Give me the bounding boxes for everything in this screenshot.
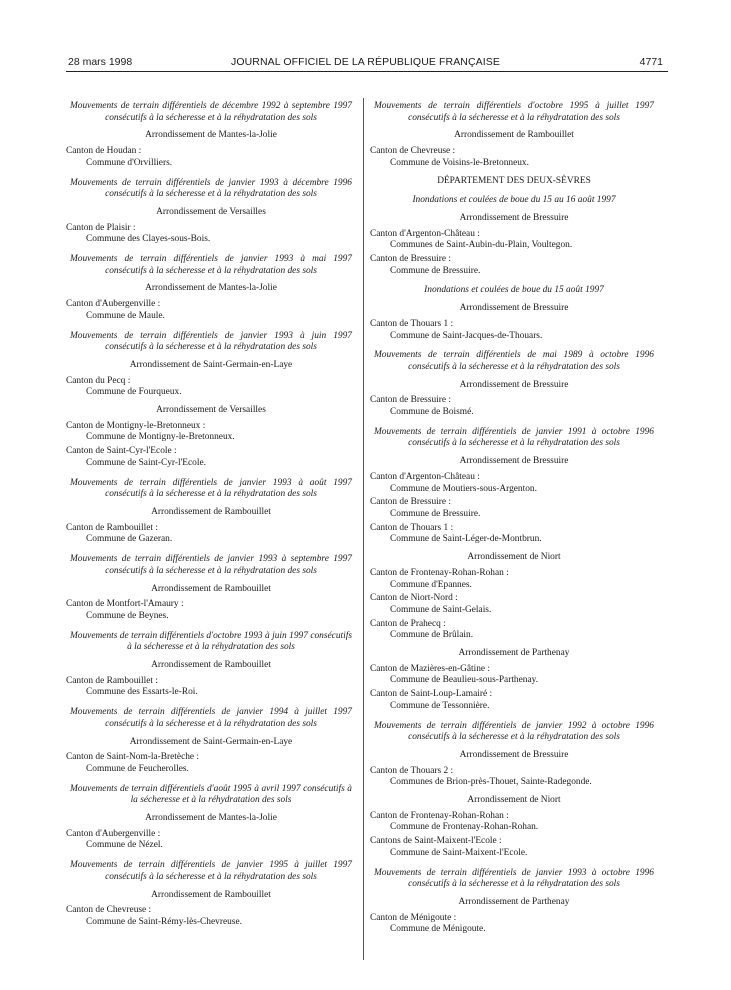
canton-line: Canton d'Argenton-Château :	[370, 471, 480, 482]
arrondissement-heading: Arrondissement de Rambouillet	[151, 506, 271, 517]
canton-line: Canton d'Argenton-Château :	[370, 228, 480, 239]
canton-line: Canton de Frontenay-Rohan-Rohan :	[370, 810, 509, 821]
commune-line: Commune de Gazeran.	[86, 534, 173, 545]
canton-line: Canton de Houdan :	[66, 146, 142, 157]
commune-line: Commune de Montigny-le-Bretonneux.	[86, 432, 235, 443]
section-heading: Mouvements de terrain différentiels de janvier 1993 à juin 1997 consécutifs à la sécheresse et à la réhydratation des sols	[70, 330, 352, 353]
canton-line: Canton de Bressuire :	[370, 497, 451, 508]
commune-line: Commune de Saint-Cyr-l'Ecole.	[86, 457, 206, 468]
commune-line: Commune de Saint-Léger-de-Montbrun.	[390, 534, 542, 545]
section-heading: Mouvements de terrain différentiels de janvier 1991 à octobre 1996 consécutifs à la sécheresse et à la réhydratation des sols	[374, 426, 654, 449]
canton-line: Canton de Prahecq :	[370, 618, 446, 629]
section-heading: Mouvements de terrain différentiels de mai 1989 à octobre 1996 consécutifs à la sécheresse et à la réhydratation des sols	[374, 350, 654, 372]
canton-line: Canton de Thouars 2 :	[370, 765, 454, 776]
arrondissement-heading: Arrondissement de Bressuire	[459, 212, 569, 223]
commune-line: Commune de Saint-Maixent-l'Ecole.	[390, 847, 528, 858]
section-heading: Mouvements de terrain différentiels de janvier 1993 à octobre 1996 consécutifs à la sécheresse et à la réhydratation des sols	[374, 867, 654, 890]
commune-line: Commune de Beynes.	[86, 610, 169, 621]
commune-line: Commune d'Epannes.	[390, 579, 472, 590]
section-heading: Mouvements de terrain différentiels de janvier 1993 à septembre 1997 consécutifs à la sécheresse et à la réhydratation des sols	[70, 554, 352, 576]
canton-line: Cantons de Saint-Maixent-l'Ecole :	[370, 836, 502, 847]
canton-line: Canton de Chevreuse :	[66, 905, 152, 916]
arrondissement-heading: Arrondissement de Versailles	[156, 405, 266, 416]
commune-line: Commune de Bressuire.	[390, 265, 481, 276]
commune-line: Commune de Saint-Gelais.	[390, 604, 492, 615]
section-heading: Mouvements de terrain différentiels de décembre 1992 à septembre 1997 consécutifs à la sécheresse et à la réhydratation des sols	[70, 101, 352, 123]
commune-line: Commune de Nézel.	[86, 840, 163, 851]
canton-line: Canton d'Aubergenville :	[66, 828, 161, 839]
canton-line: Canton de Thouars 1 :	[370, 318, 454, 329]
arrondissement-heading: Arrondissement de Rambouillet	[151, 583, 271, 594]
arrondissement-heading: DÉPARTEMENT DES DEUX-SÈVRES	[437, 175, 591, 186]
canton-line: Canton de Saint-Loup-Lamairé :	[370, 689, 493, 700]
canton-line: Canton du Pecq :	[66, 375, 131, 386]
arrondissement-heading: Arrondissement de Saint-Germain-en-Laye	[129, 359, 293, 370]
page-number: 4771	[639, 56, 663, 68]
commune-line: Commune de Brûlain.	[390, 630, 474, 641]
commune-line: Commune de Beaulieu-sous-Parthenay.	[390, 675, 539, 686]
arrondissement-heading: Arrondissement de Mantes-la-Jolie	[145, 130, 277, 141]
canton-line: Canton de Frontenay-Rohan-Rohan :	[370, 567, 509, 578]
commune-line: Commune de Tessonnière.	[390, 700, 490, 711]
arrondissement-heading: Arrondissement de Niort	[467, 552, 561, 563]
commune-line: Commune de Ménigoute.	[390, 924, 486, 935]
section-heading: Mouvements de terrain différentiels d'octobre 1993 à juin 1997 consécutifs à la sécheresse et à la réhydratation des sols	[70, 630, 352, 653]
arrondissement-heading: Arrondissement de Bressuire	[459, 456, 569, 467]
arrondissement-heading: Arrondissement de Parthenay	[458, 896, 570, 907]
canton-line: Canton d'Aubergenville :	[66, 299, 161, 310]
left-column	[66, 101, 356, 929]
arrondissement-heading: Arrondissement de Mantes-la-Jolie	[145, 813, 277, 824]
canton-line: Canton de Saint-Cyr-l'Ecole :	[66, 446, 177, 457]
arrondissement-heading: Arrondissement de Niort	[467, 795, 561, 806]
commune-line: Commune de Voisins-le-Bretonneux.	[390, 157, 529, 168]
section-heading: Mouvements de terrain différentiels d'août 1995 à avril 1997 consécutifs à la sécheresse et à la réhydratation des sols	[70, 783, 352, 806]
canton-line: Canton de Niort-Nord :	[370, 593, 458, 604]
arrondissement-heading: Arrondissement de Rambouillet	[151, 889, 271, 900]
section-heading: Mouvements de terrain différentiels de janvier 1993 à décembre 1996 consécutifs à la sécheresse et à la réhydratation des sols	[70, 177, 352, 200]
arrondissement-heading: Arrondissement de Bressuire	[459, 379, 569, 390]
canton-line: Canton de Bressuire :	[370, 254, 451, 265]
canton-line: Canton de Saint-Nom-la-Bretèche :	[66, 752, 200, 763]
commune-line: Commune de Boismé.	[390, 407, 474, 418]
canton-line: Canton de Montfort-l'Amaury :	[66, 599, 184, 610]
arrondissement-heading: Arrondissement de Saint-Germain-en-Laye	[129, 736, 293, 747]
commune-line: Commune de Saint-Jacques-de-Thouars.	[390, 330, 543, 341]
commune-line: Communes de Brion-près-Thouet, Sainte-Radegonde.	[390, 777, 592, 788]
arrondissement-heading: Arrondissement de Rambouillet	[151, 660, 271, 671]
commune-line: Communes de Saint-Aubin-du-Plain, Voultegon.	[390, 240, 573, 251]
canton-line: Canton de Montigny-le-Bretonneux :	[66, 420, 206, 431]
section-heading: Mouvements de terrain différentiels de janvier 1995 à juillet 1997 consécutifs à la sécheresse et à la réhydratation des sols	[70, 860, 352, 882]
canton-line: Canton de Thouars 1 :	[370, 522, 454, 533]
commune-line: Commune de Bressuire.	[390, 508, 481, 519]
header-rule	[66, 71, 668, 72]
commune-line: Commune des Clayes-sous-Bois.	[86, 234, 211, 245]
section-heading: Mouvements de terrain différentiels de janvier 1992 à octobre 1996 consécutifs à la sécheresse et à la réhydratation des sols	[374, 720, 654, 743]
section-heading: Inondations et coulées de boue du 15 août 1997	[424, 285, 604, 296]
arrondissement-heading: Arrondissement de Versailles	[156, 206, 266, 217]
commune-line: Commune d'Orvilliers.	[86, 157, 173, 168]
column-divider	[363, 98, 364, 960]
arrondissement-heading: Arrondissement de Rambouillet	[454, 130, 574, 141]
commune-line: Commune de Frontenay-Rohan-Rohan.	[390, 822, 539, 833]
section-heading: Inondations et coulées de boue du 15 au 16 août 1997	[412, 195, 616, 206]
canton-line: Canton de Rambouillet :	[66, 522, 158, 533]
canton-line: Canton de Mazières-en-Gâtine :	[370, 663, 491, 674]
arrondissement-heading: Arrondissement de Parthenay	[458, 648, 570, 659]
canton-line: Canton de Rambouillet :	[66, 675, 158, 686]
commune-line: Commune de Saint-Rémy-lès-Chevreuse.	[86, 916, 242, 927]
section-heading: Mouvements de terrain différentiels de janvier 1994 à juillet 1997 consécutifs à la sécheresse et à la réhydratation des sols	[70, 707, 352, 729]
section-heading: Mouvements de terrain différentiels de janvier 1993 à mai 1997 consécutifs à la sécheresse et à la réhydratation des sols	[70, 254, 352, 276]
section-heading: Mouvements de terrain différentiels d'octobre 1995 à juillet 1997 consécutifs à la sécheresse et à la réhydratation des sols	[374, 101, 654, 123]
commune-line: Commune de Moutiers-sous-Argenton.	[390, 483, 537, 494]
arrondissement-heading: Arrondissement de Mantes-la-Jolie	[145, 283, 277, 294]
commune-line: Commune des Essarts-le-Roi.	[86, 687, 198, 698]
right-column	[370, 101, 658, 936]
canton-line: Canton de Ménigoute :	[370, 912, 457, 923]
issue-date: 28 mars 1998	[68, 56, 133, 68]
arrondissement-heading: Arrondissement de Bressuire	[459, 749, 569, 760]
canton-line: Canton de Bressuire :	[370, 395, 451, 406]
section-heading: Mouvements de terrain différentiels de janvier 1993 à août 1997 consécutifs à la sécheresse et à la réhydratation des sols	[70, 477, 352, 500]
canton-line: Canton de Chevreuse :	[370, 146, 456, 157]
arrondissement-heading: Arrondissement de Bressuire	[459, 303, 569, 314]
canton-line: Canton de Plaisir :	[66, 222, 136, 233]
journal-title: JOURNAL OFFICIEL DE LA RÉPUBLIQUE FRANÇAISE	[231, 56, 500, 68]
commune-line: Commune de Fourqueux.	[86, 387, 182, 398]
page-header	[0, 56, 731, 70]
commune-line: Commune de Maule.	[86, 310, 165, 321]
commune-line: Commune de Feucherolles.	[86, 763, 189, 774]
